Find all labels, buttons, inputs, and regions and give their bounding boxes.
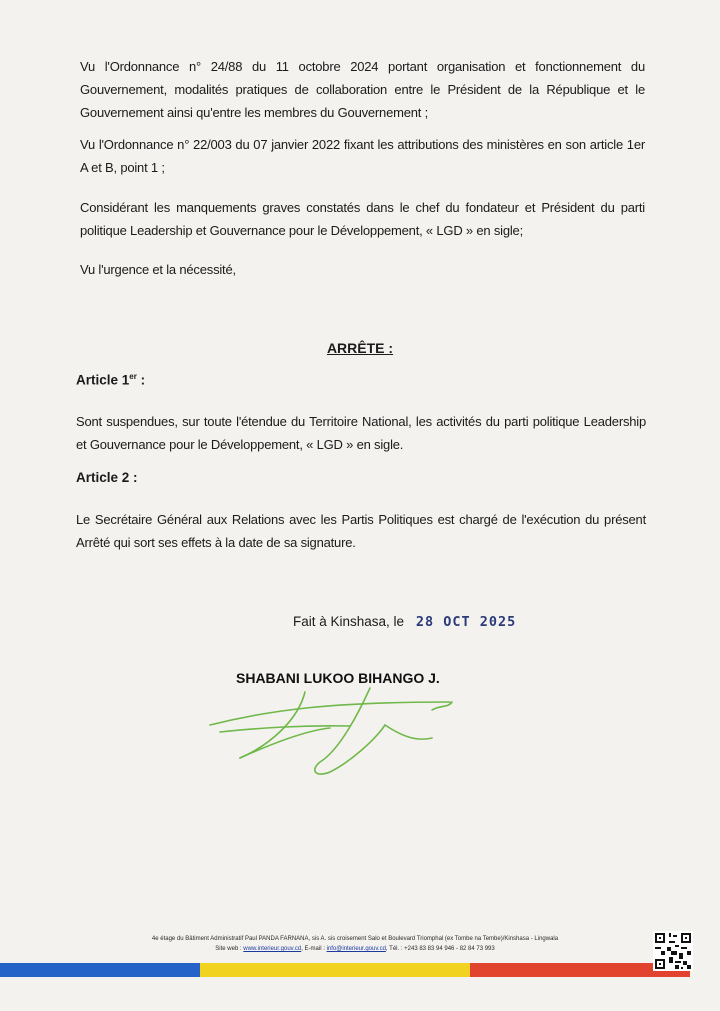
footer-address xyxy=(60,934,650,954)
article-1-sup: er xyxy=(129,372,137,381)
email-link[interactable]: info@interieur.gouv.cd xyxy=(326,946,386,952)
article-1-heading xyxy=(76,372,145,388)
considerant-ordonnance-24-88: Vu l'Ordonnance n° 24/88 du 11 octobre 2024 portant organisation et fonctionnement du Gouvernement, modalités pratiques de collaboration entre le Président de la République et le Gouvernement ainsi qu'entre les membres du Gouvernement ; xyxy=(80,59,645,120)
flag-stripe-yellow xyxy=(200,963,470,977)
date-stamp: 28 OCT 2025 xyxy=(415,614,517,630)
website-link[interactable]: www.interieur.gouv.cd xyxy=(243,946,302,952)
qr-code-icon xyxy=(653,931,693,971)
place-and-date xyxy=(293,614,516,630)
handwritten-signature xyxy=(200,680,480,790)
article-2-text: Le Secrétaire Général aux Relations avec les Partis Politiques est chargé de l'exécution du présent Arrêté qui sort ses effets à la date de sa signature. xyxy=(76,512,646,550)
footer-telephone: , Tél. : +243 83 83 94 946 - 82 84 73 993 xyxy=(385,946,495,952)
footer-contact-line xyxy=(60,944,650,954)
flag-stripe-blue xyxy=(0,963,200,977)
footer-site-label: Site web : xyxy=(215,946,242,952)
footer-address-line: 4e étage du Bâtiment Administratif Paul PANDA FARNANA, sis A. sis croisement Salo et Boulevard Triomphal (ex Tombe na Tembe)/Kinshasa - Lingwala xyxy=(151,936,559,942)
article-2-heading: Article 2 : xyxy=(76,470,138,485)
footer-email-label: , E-mail : xyxy=(301,946,325,952)
signer-name: SHABANI LUKOO BIHANGO J. xyxy=(236,670,440,686)
considerant-urgence: Vu l'urgence et la nécessité, xyxy=(80,262,236,277)
considerant-manquements: Considérant les manquements graves constatés dans le chef du fondateur et Président du parti politique Leadership et Gouvernance pour le Développement, « LGD » en sigle; xyxy=(80,200,645,238)
arrete-title: ARRÊTE : xyxy=(326,340,394,356)
place-text: Fait à Kinshasa, le xyxy=(293,614,405,629)
article-1-colon: : xyxy=(136,372,146,388)
article-1-text: Sont suspendues, sur toute l'étendue du Territoire National, les activités du parti politique Leadership et Gouvernance pour le Développement, « LGD » en sigle. xyxy=(76,414,646,452)
article-1-label: Article 1 xyxy=(76,372,130,388)
considerant-ordonnance-22-003: Vu l'Ordonnance n° 22/003 du 07 janvier 2022 fixant les attributions des ministères en son article 1er A et B, point 1 ; xyxy=(80,137,645,175)
